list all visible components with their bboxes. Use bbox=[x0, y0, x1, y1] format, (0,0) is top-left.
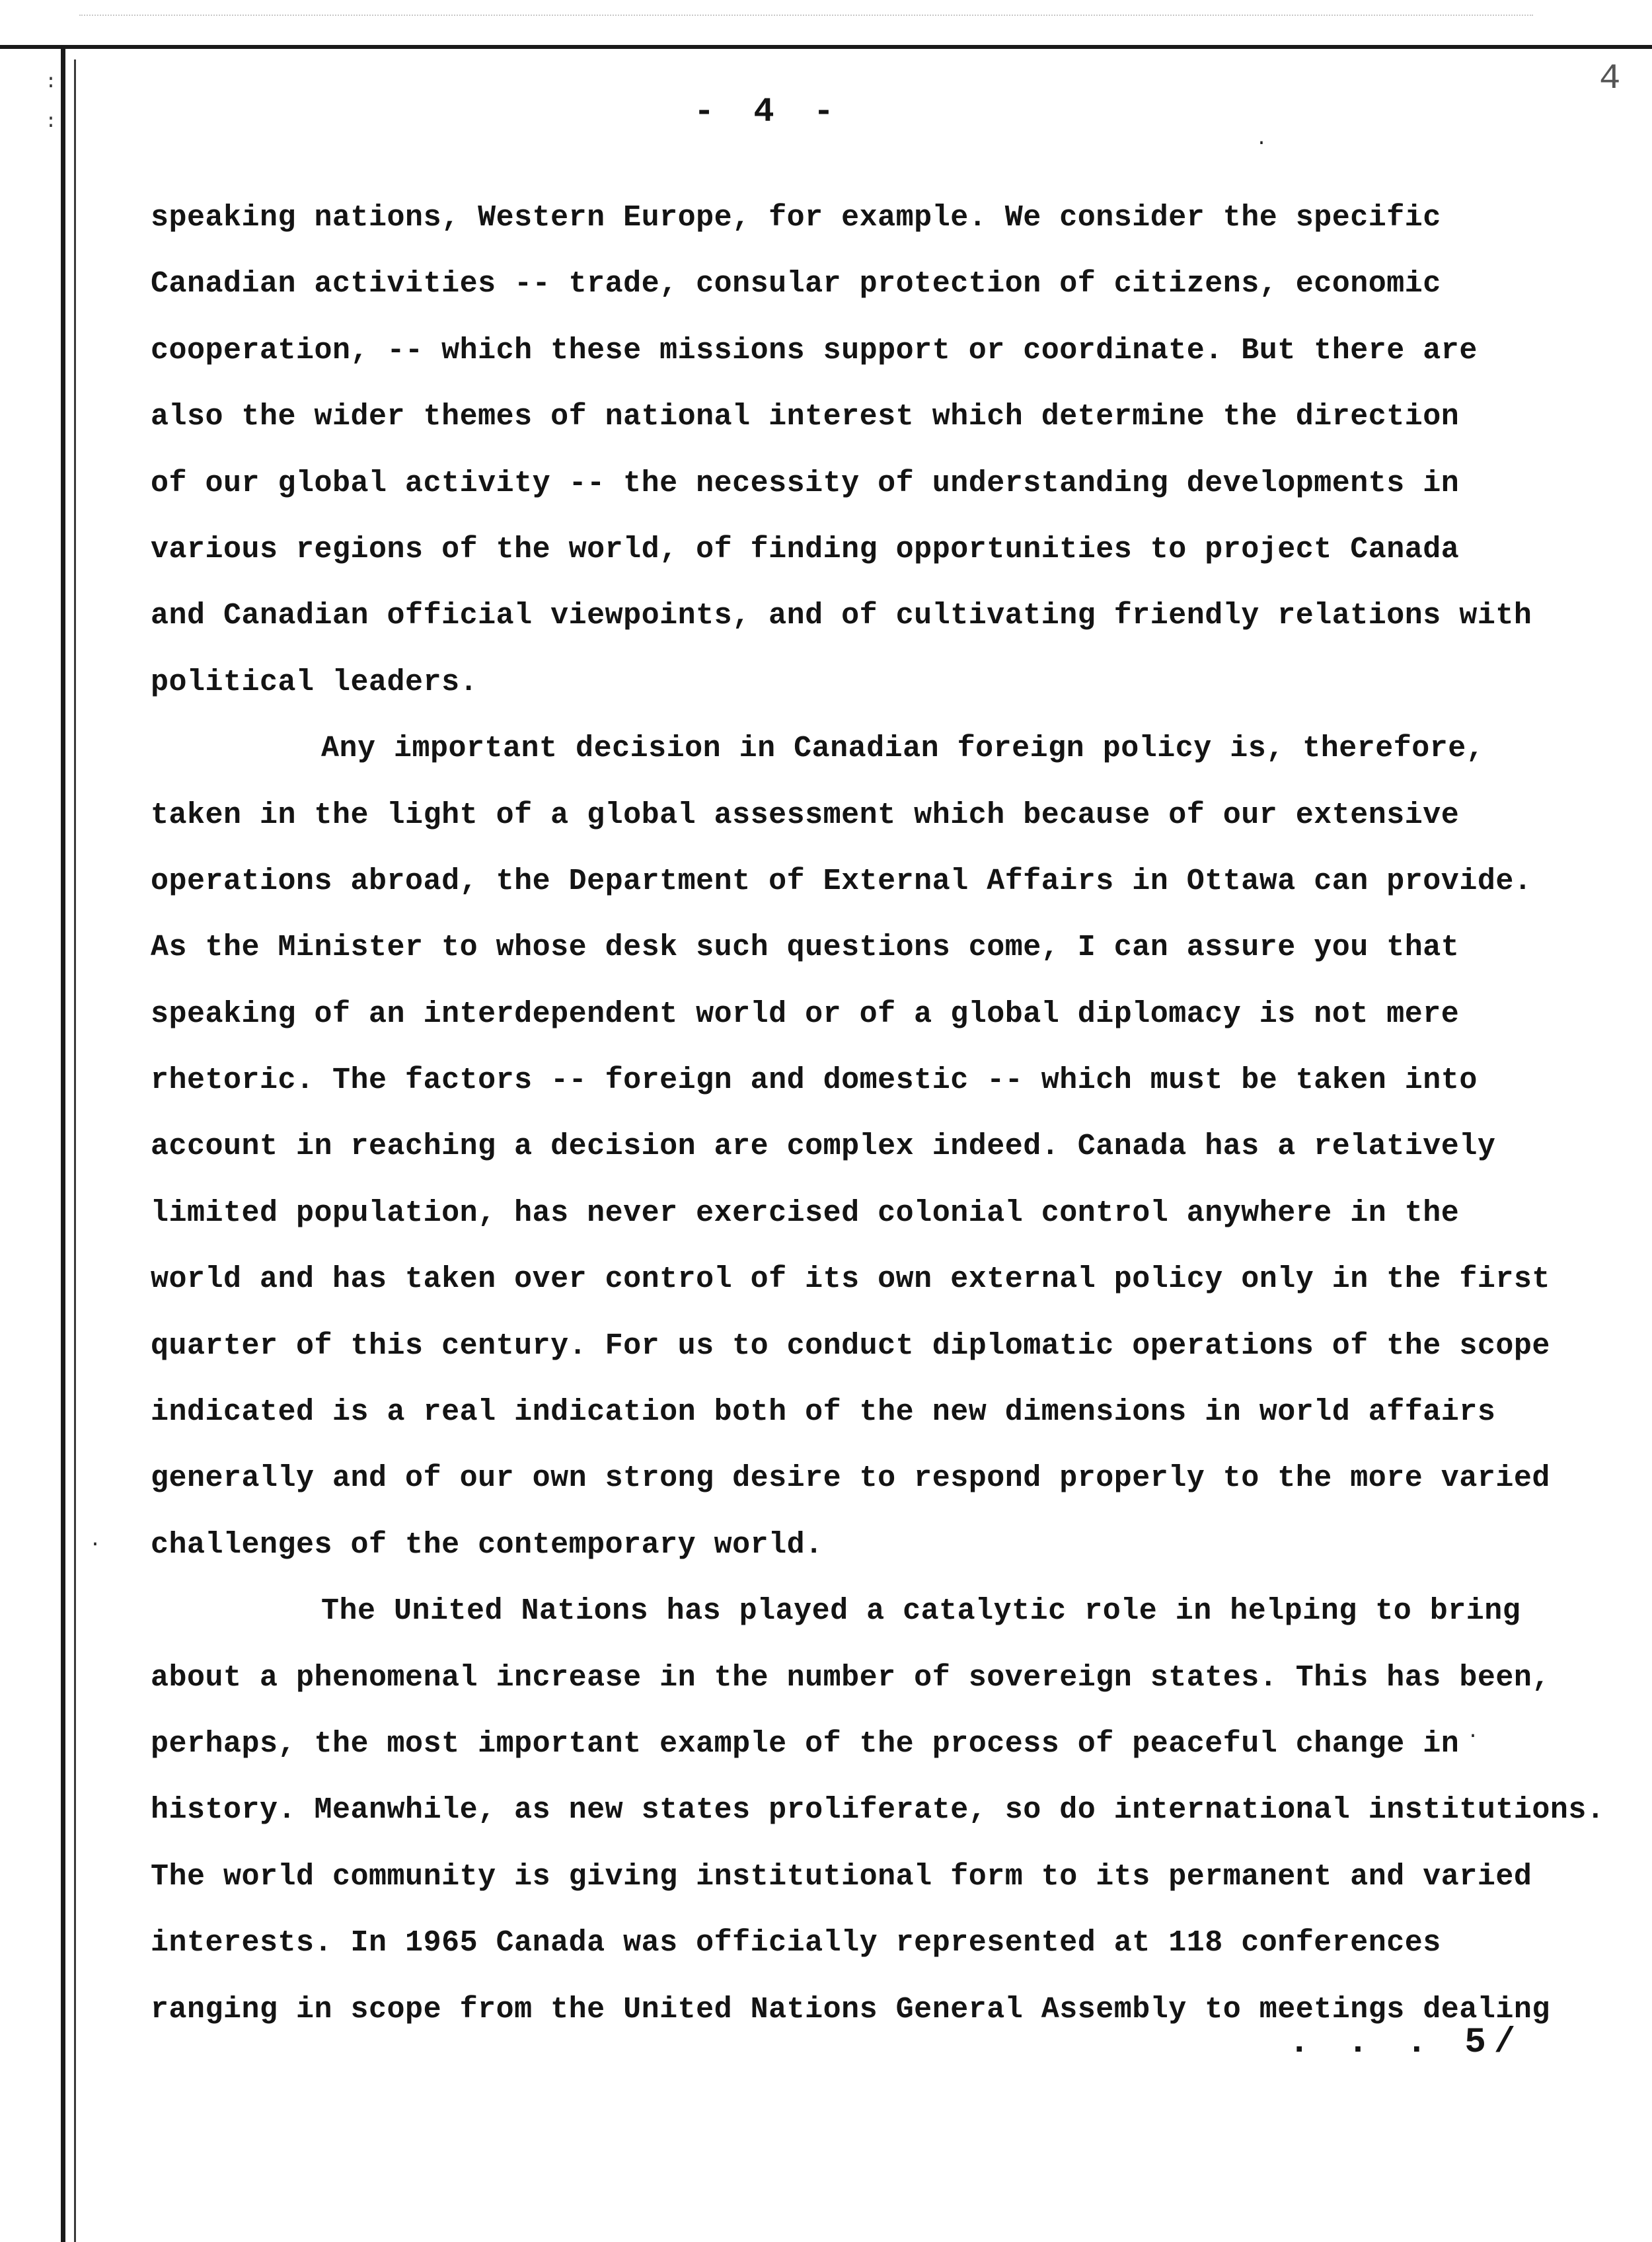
text-line: political leaders. bbox=[151, 665, 478, 699]
page-left-border-inner bbox=[74, 59, 76, 2242]
page-number: - 4 - bbox=[694, 93, 844, 132]
text-line: rhetoric. The factors -- foreign and domestic -- which must be taken into bbox=[151, 1063, 1478, 1098]
continuation-marker: . . . 5/ bbox=[1289, 2023, 1524, 2063]
text-line: various regions of the world, of finding opportunities to project Canada bbox=[151, 532, 1460, 566]
margin-punch-marks: : : bbox=[45, 71, 57, 134]
text-line: Any important decision in Canadian foreign policy is, therefore, bbox=[321, 732, 1485, 766]
text-line: also the wider themes of national interest which determine the direction bbox=[151, 400, 1460, 434]
text-line: interests. In 1965 Canada was officially represented at 118 conferences bbox=[151, 1926, 1441, 1960]
text-line: of our global activity -- the necessity of understanding developments in bbox=[151, 466, 1460, 500]
scan-speck: · bbox=[89, 1533, 102, 1556]
text-line: The world community is giving institutional form to its permanent and varied bbox=[151, 1859, 1532, 1894]
text-line: operations abroad, the Department of External Affairs in Ottawa can provide. bbox=[151, 864, 1532, 898]
text-line: The United Nations has played a catalytic role in helping to bring bbox=[321, 1594, 1521, 1629]
text-line: indicated is a real indication both of the new dimensions in world affairs bbox=[151, 1395, 1496, 1430]
text-line: generally and of our own strong desire to respond properly to the more varied bbox=[151, 1461, 1550, 1496]
page-top-border bbox=[0, 45, 1652, 49]
text-line: account in reaching a decision are complex indeed. Canada has a relatively bbox=[151, 1130, 1496, 1164]
paragraph-3 bbox=[151, 1578, 1605, 2043]
text-line: taken in the light of a global assessment which because of our extensive bbox=[151, 798, 1460, 832]
scan-speck: · bbox=[1256, 132, 1268, 155]
text-line: As the Minister to whose desk such questions come, I can assure you that bbox=[151, 931, 1460, 965]
paragraph-1 bbox=[151, 185, 1571, 716]
text-line: challenges of the contemporary world. bbox=[151, 1527, 823, 1562]
text-line: speaking nations, Western Europe, for example. We consider the specific bbox=[151, 201, 1441, 235]
paragraph-2 bbox=[151, 716, 1571, 1578]
text-line: history. Meanwhile, as new states proliferate, so do international institutions. bbox=[151, 1793, 1605, 1828]
page-left-border bbox=[61, 46, 65, 2242]
text-line: ranging in scope from the United Nations General Assembly to meetings dealing bbox=[151, 1992, 1550, 2027]
text-line: about a phenomenal increase in the number of sovereign states. This has been, bbox=[151, 1660, 1550, 1695]
scan-speck: · bbox=[1467, 1725, 1480, 1748]
scan-speckle-top bbox=[79, 15, 1533, 17]
text-line: speaking of an interdependent world or of a global diplomacy is not mere bbox=[151, 997, 1460, 1031]
text-line: quarter of this century. For us to conduct diplomatic operations of the scope bbox=[151, 1329, 1550, 1363]
text-line: limited population, has never exercised colonial control anywhere in the bbox=[151, 1196, 1460, 1230]
text-line: world and has taken over control of its own external policy only in the first bbox=[151, 1262, 1550, 1297]
corner-page-mark: 4 bbox=[1599, 59, 1621, 99]
document-body bbox=[151, 185, 1605, 2043]
text-line: and Canadian official viewpoints, and of cultivating friendly relations with bbox=[151, 599, 1532, 633]
text-line: perhaps, the most important example of the process of peaceful change in bbox=[151, 1726, 1460, 1761]
text-line: Canadian activities -- trade, consular protection of citizens, economic bbox=[151, 267, 1441, 301]
text-line: cooperation, -- which these missions support or coordinate. But there are bbox=[151, 333, 1478, 367]
